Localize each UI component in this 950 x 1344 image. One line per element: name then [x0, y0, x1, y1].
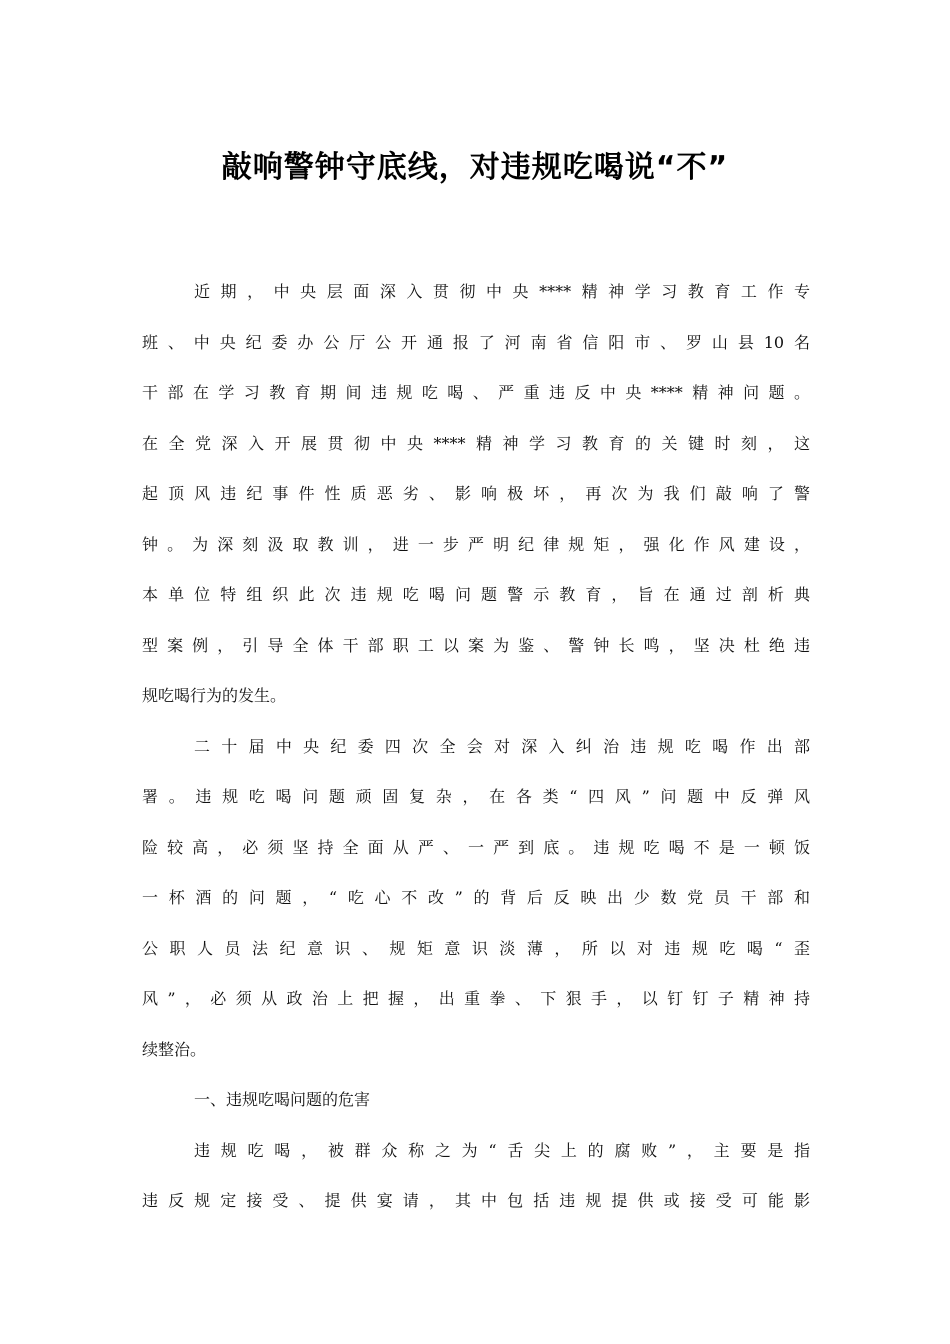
text-line: 二十届中央纪委四次全会对深入纠治违规吃喝作出部	[194, 736, 810, 756]
paragraph-deployment	[142, 734, 810, 1088]
text-line: 违反规定接受、提供宴请，其中包括违规提供或接受可能影	[142, 1191, 810, 1210]
text-line: 近期，中央层面深入贯彻中央****精神学习教育工作专	[194, 282, 810, 301]
text-line: 风”，必须从政治上把握，出重拳、下狠手，以钉钉子精神持	[142, 989, 810, 1008]
text-line: 型案例，引导全体干部职工以案为鉴、警钟长鸣，坚决杜绝违	[142, 635, 810, 655]
document-title: 敲响警钟守底线，对违规吃喝说“不”	[221, 150, 729, 185]
document-body	[142, 279, 810, 1239]
paragraph-intro	[142, 279, 810, 734]
section-heading-text: 一、违规吃喝问题的危害	[194, 1090, 371, 1109]
text-line: 本单位特组织此次违规吃喝问题警示教育，旨在通过剖析典	[142, 585, 810, 604]
text-line: 起顶风违纪事件性质恶劣、影响极坏，再次为我们敲响了警	[142, 484, 810, 503]
text-line: 续整治。	[142, 1039, 207, 1059]
text-line: 干部在学习教育期间违规吃喝、严重违反中央****精神问题。	[142, 383, 810, 402]
text-line: 一杯酒的问题，“吃心不改”的背后反映出少数党员干部和	[142, 888, 810, 907]
text-line: 班、中央纪委办公厅公开通报了河南省信阳市、罗山县10名	[142, 332, 810, 352]
text-line: 险较高，必须坚持全面从严、一严到底。违规吃喝不是一顿饭	[142, 837, 810, 857]
text-line: 署。违规吃喝问题顽固复杂，在各类“四风”问题中反弹风	[142, 787, 810, 806]
text-line: 违规吃喝，被群众称之为“舌尖上的腐败”，主要是指	[194, 1140, 810, 1160]
text-line: 规吃喝行为的发生。	[142, 686, 287, 705]
text-line: 公职人员法纪意识、规矩意识淡薄，所以对违规吃喝“歪	[142, 938, 810, 958]
text-line: 钟。为深刻汲取教训，进一步严明纪律规矩，强化作风建设，	[142, 534, 810, 554]
section-heading	[142, 1087, 810, 1138]
text-line: 在全党深入开展贯彻中央****精神学习教育的关键时刻，这	[142, 433, 810, 453]
paragraph-harm-definition	[142, 1138, 810, 1239]
